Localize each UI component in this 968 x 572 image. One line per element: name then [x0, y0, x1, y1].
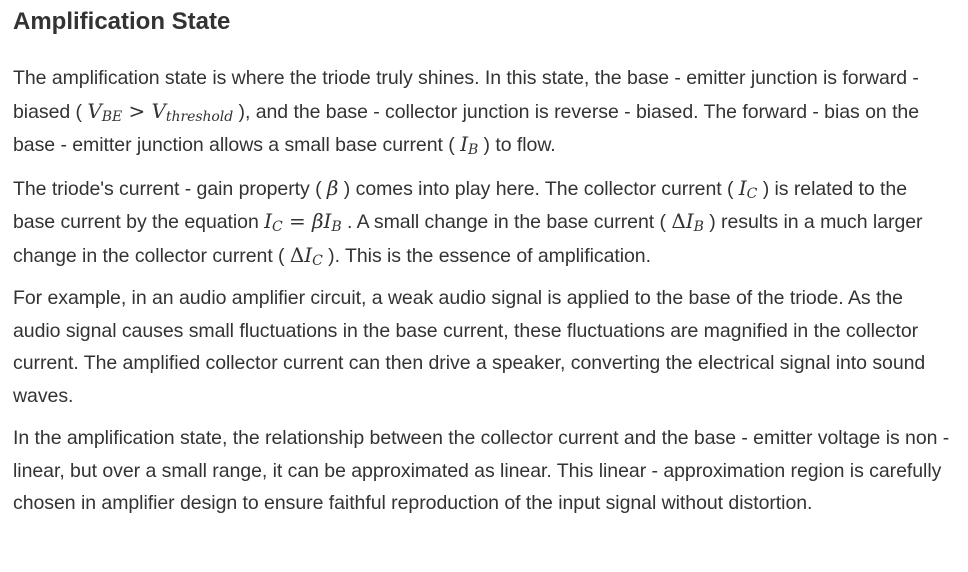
paragraph-linear-approximation: In the amplification state, the relationship between the collector current and the base - emitter voltage is non - linear, but over a small range, it can be approximated as linear. This linear - approximation region is carefully chosen in amplifier design to ensure faithful reproduction of the input signal without distortion. — [13, 427, 950, 514]
p2-text-1: The triode's current - gain property ( — [13, 177, 327, 200]
paragraph-amplification-intro — [13, 62, 953, 162]
math-ic — [739, 176, 758, 200]
p1-text-2: ), and the base - collector junction is reverse - biased. The forward - bias on the base - emitter junction allows a small base current ( — [13, 100, 920, 156]
math-i: I — [304, 242, 313, 267]
p2-text-4: . A small change in the base current ( — [341, 211, 672, 233]
paragraph-audio-example: For example, in an audio amplifier circuit, a weak audio signal is applied to the base of the triode. As the audio signal causes small fluctuations in the base current, these fluctuations are magnified in the collector current. The amplified collector current can then drive a speaker, converting the electrical signal into sound waves. — [13, 287, 926, 407]
math-sub-b: B — [331, 219, 342, 235]
math-i: I — [323, 209, 332, 233]
math-gt: > — [122, 98, 152, 123]
math-sub-b: B — [467, 142, 479, 158]
math-sub-c: C — [312, 252, 323, 269]
math-delta-ic — [290, 243, 323, 267]
paragraph-current-gain — [13, 172, 953, 273]
math-sub-c: C — [746, 185, 758, 202]
p1-text-1: The amplification state is where the triode truly shines. In this state, the base - emitter junction is forward - biased ( — [13, 67, 919, 123]
math-sub-b: B — [693, 219, 704, 235]
p2-text-3: ) is related to the base current by the equation — [13, 177, 907, 233]
math-delta-ib — [671, 209, 704, 233]
math-delta: Δ — [671, 209, 686, 233]
math-sub-threshold: threshold — [165, 108, 234, 125]
p2-text-6: ). This is the essence of amplification. — [322, 244, 651, 267]
p1-text-3: ) to flow. — [478, 134, 556, 156]
math-v: V — [87, 98, 102, 123]
math-v2: V — [151, 98, 166, 123]
math-vbe-gt-vthreshold — [87, 99, 233, 123]
p2-text-2: ) comes into play here. The collector current ( — [338, 177, 739, 200]
math-i: I — [460, 132, 468, 156]
math-i: I — [685, 209, 694, 233]
math-equals: = — [282, 209, 312, 233]
math-equation-ic-beta-ib — [264, 209, 341, 233]
p2-text-5: ) results in a much larger change in the collector current ( — [13, 211, 923, 267]
math-i: I — [264, 209, 272, 233]
math-beta: β — [326, 175, 339, 200]
math-i: I — [738, 175, 747, 200]
math-ib — [460, 132, 478, 156]
math-beta: β — [312, 209, 324, 233]
section-heading: Amplification State — [13, 8, 231, 35]
math-delta: Δ — [289, 242, 305, 267]
math-sub-be: BE — [101, 108, 123, 125]
math-sub-c: C — [272, 219, 283, 235]
